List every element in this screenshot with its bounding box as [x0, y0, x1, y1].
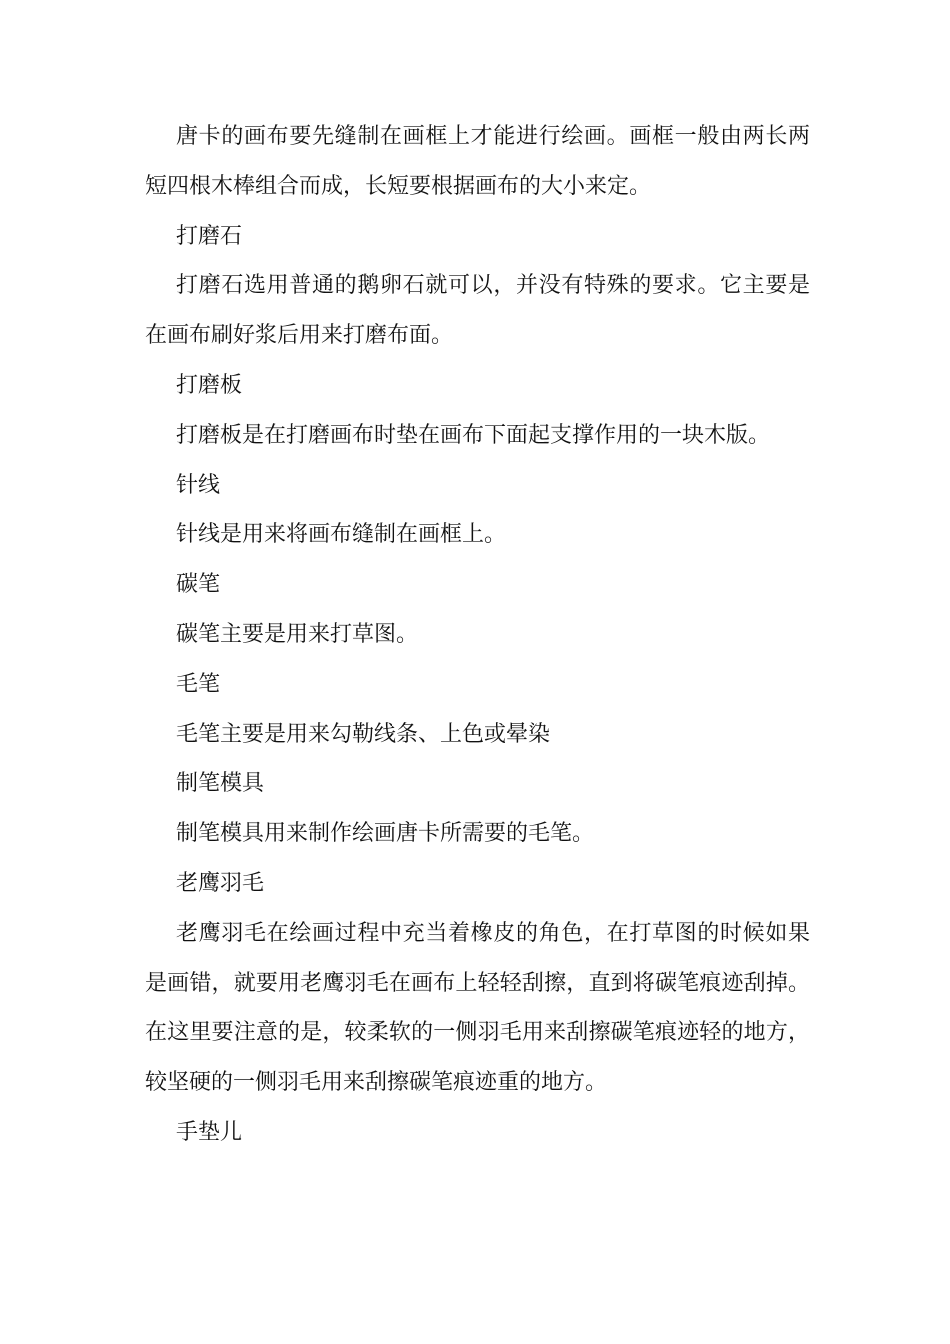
paragraph-polishing-board: 打磨板是在打磨画布时垫在画布下面起支撑作用的一块木版。 — [176, 422, 771, 448]
paragraph-polishing-stone: 打磨石选用普通的鹅卵石就可以，并没有特殊的要求。它主要是在画布刷好浆后用来打磨布面。 — [145, 273, 810, 349]
heading-hand-pad: 手垫儿 — [176, 1119, 243, 1145]
heading-charcoal-pencil: 碳笔 — [176, 572, 221, 598]
heading-brush-mold: 制笔模具 — [176, 771, 265, 797]
heading-eagle-feather: 老鹰羽毛 — [176, 870, 265, 896]
paragraph-canvas-frame: 唐卡的画布要先缝制在画框上才能进行绘画。画框一般由两长两短四根木棒组合而成，长短要根据画布的大小来定。 — [145, 124, 810, 199]
document-body — [145, 112, 810, 1158]
heading-needle-thread: 针线 — [176, 472, 221, 498]
paragraph-brush: 毛笔主要是用来勾勒线条、上色或晕染 — [176, 721, 551, 747]
paragraph-brush-mold: 制笔模具用来制作绘画唐卡所需要的毛笔。 — [176, 821, 595, 847]
heading-brush: 毛笔 — [176, 671, 221, 697]
heading-polishing-board: 打磨板 — [176, 372, 243, 398]
paragraph-charcoal-pencil: 碳笔主要是用来打草图。 — [176, 621, 419, 647]
heading-polishing-stone: 打磨石 — [176, 223, 243, 249]
paragraph-eagle-feather: 老鹰羽毛在绘画过程中充当着橡皮的角色，在打草图的时候如果是画错，就要用老鹰羽毛在画布上轻轻刮擦，直到将碳笔痕迹刮掉。在这里要注意的是，较柔软的一侧羽毛用来刮擦碳笔痕迹轻的地方，较坚硬的一侧羽毛用来刮擦碳笔痕迹重的地方。 — [145, 920, 810, 1096]
paragraph-needle-thread: 针线是用来将画布缝制在画框上。 — [176, 522, 507, 548]
